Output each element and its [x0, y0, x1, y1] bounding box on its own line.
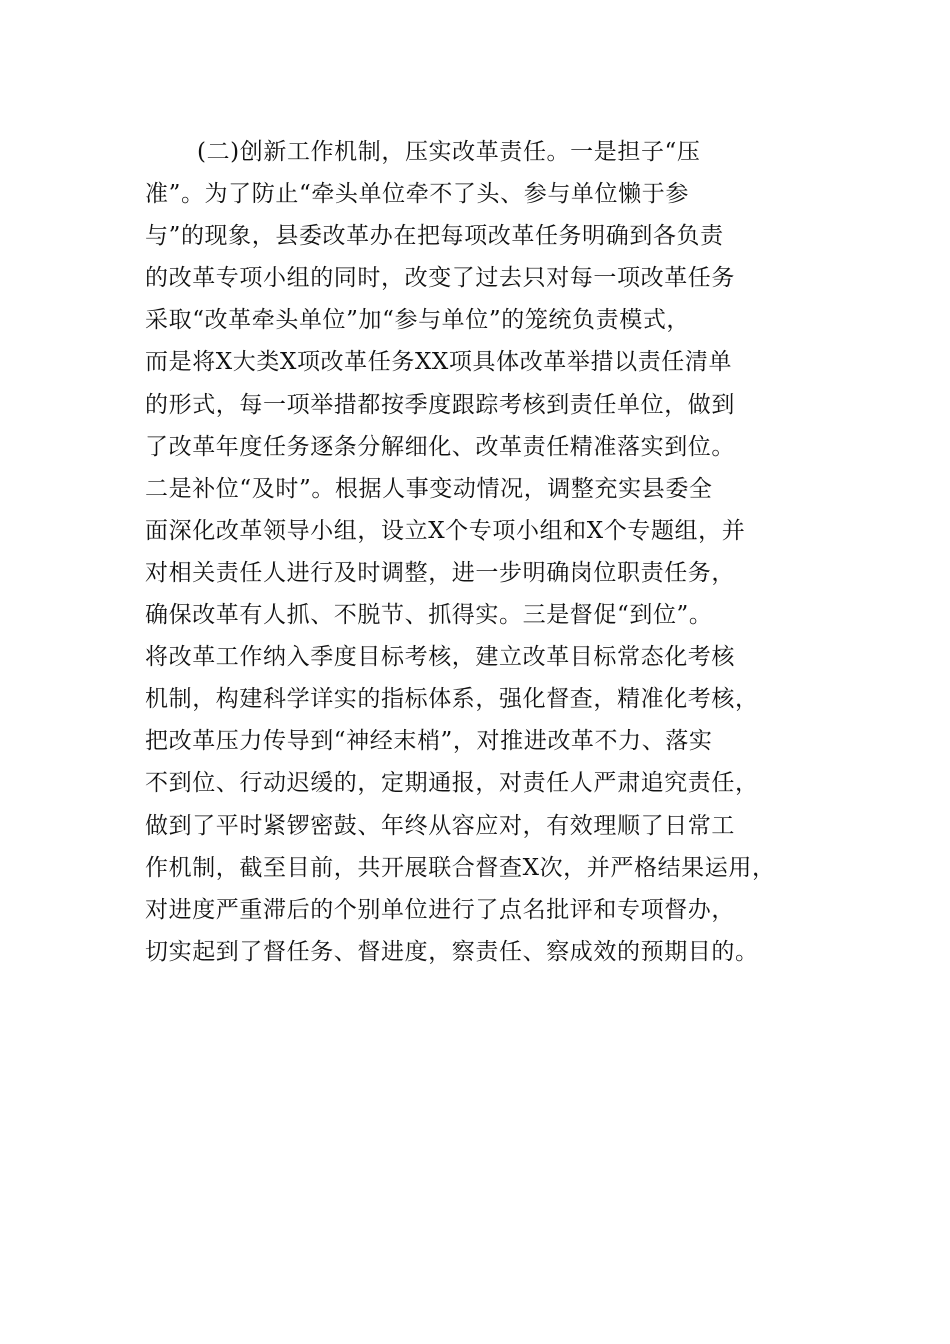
paragraph-line: 确保改革有人抓、不脱节、抓得实。三是督促“到位”。	[145, 602, 713, 629]
paragraph-line: 作机制，截至目前，共开展联合督查X次，并严格结果运用，	[145, 854, 776, 881]
paragraph-line: 将改革工作纳入季度目标考核，建立改革目标常态化考核	[145, 644, 735, 671]
paragraph-line: 面深化改革领导小组，设立X个专项小组和X个专题组，并	[145, 517, 746, 544]
paragraph-line: 对相关责任人进行及时调整，进一步明确岗位职责任务，	[145, 559, 735, 586]
paragraph-line: 与”的现象，县委改革办在把每项改革任务明确到各负责	[145, 223, 724, 250]
paragraph-line: 准”。为了防止“牵头单位牵不了头、参与单位懒于参	[145, 181, 689, 208]
paragraph-line: 的形式，每一项举措都按季度跟踪考核到责任单位，做到	[145, 391, 735, 418]
paragraph-line: 切实起到了督任务、督进度，察责任、察成效的预期目的。	[145, 938, 759, 965]
paragraph-line: 的改革专项小组的同时，改变了过去只对每一项改革任务	[145, 265, 735, 292]
paragraph-line: 而是将X大类X项改革任务XX项具体改革举措以责任清单	[145, 349, 733, 376]
paragraph-line: 了改革年度任务逐条分解细化、改革责任精准落实到位。	[145, 433, 735, 460]
paragraph-line: 做到了平时紧锣密鼓、年终从容应对，有效理顺了日常工	[145, 812, 735, 839]
paragraph-line: 采取“改革牵头单位”加“参与单位”的笼统负责模式，	[145, 307, 691, 334]
paragraph-line: 机制，构建科学详实的指标体系，强化督查，精准化考核，	[145, 686, 759, 713]
paragraph-line: 对进度严重滞后的个别单位进行了点名批评和专项督办，	[145, 896, 735, 923]
paragraph-line: (二)创新工作机制，压实改革责任。一是担子“压	[197, 139, 701, 165]
paragraph-line: 二是补位“及时”。根据人事变动情况，调整充实县委全	[145, 475, 713, 502]
body-paragraph	[145, 131, 845, 973]
paragraph-line: 不到位、行动迟缓的，定期通报，对责任人严肃追究责任，	[145, 770, 759, 797]
paragraph-line: 把改革压力传导到“神经末梢”，对推进改革不力、落实	[145, 728, 713, 755]
